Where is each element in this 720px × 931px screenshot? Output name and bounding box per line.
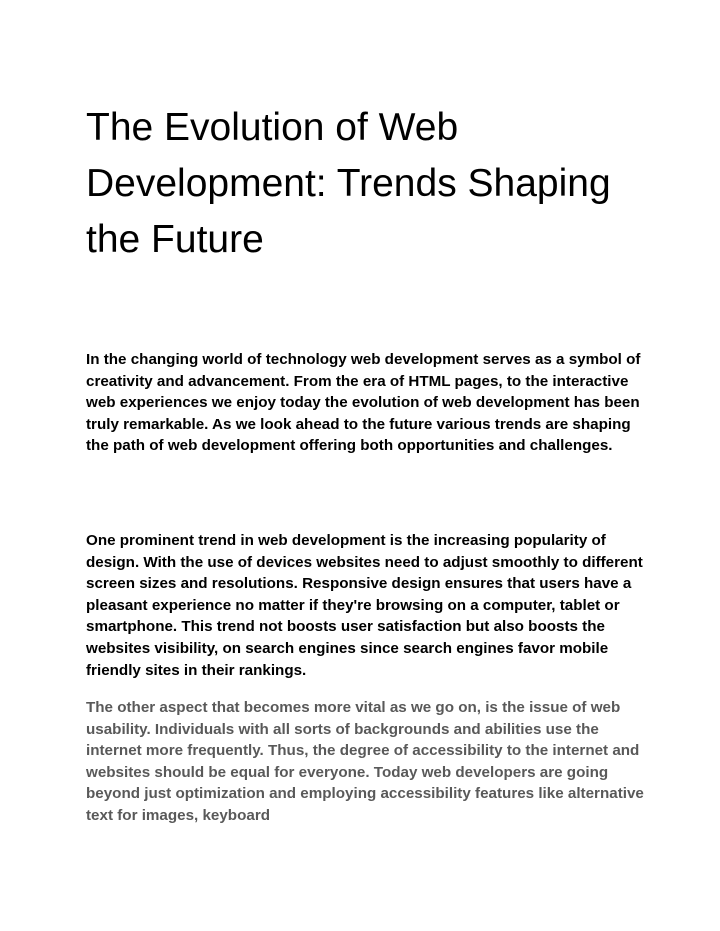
intro-paragraph: In the changing world of technology web development serves as a symbol of creativity and advancement. From the era of HTML pages, to the interactive web experiences we enjoy today the evolution of web development has been truly remarkable. As we look ahead to the future various trends are shaping the path of web development offering both opportunities and challenges.	[86, 351, 641, 455]
responsive-design-paragraph: One prominent trend in web development is the increasing popularity of design. With the use of devices websites need to adjust smoothly to different screen sizes and resolutions. Responsive design ensures that users have a pleasant experience no matter if they're browsing on a computer, tablet or smartphone. This trend not boosts user satisfaction but also boosts the websites visibility, on search engines since search engines favor mobile friendly sites in their rankings.	[86, 532, 643, 679]
accessibility-paragraph: The other aspect that becomes more vital as we go on, is the issue of web usability. Individuals with all sorts of backgrounds and abilities use the internet more frequently. Thus, the degree of accessibility to the internet and websites should be equal for everyone. Today web developers are going beyond just optimization and employing accessibility features like alternative text for images, keyboard	[86, 699, 644, 824]
page-title: The Evolution of Web Development: Trends Shaping the Future	[86, 106, 611, 261]
